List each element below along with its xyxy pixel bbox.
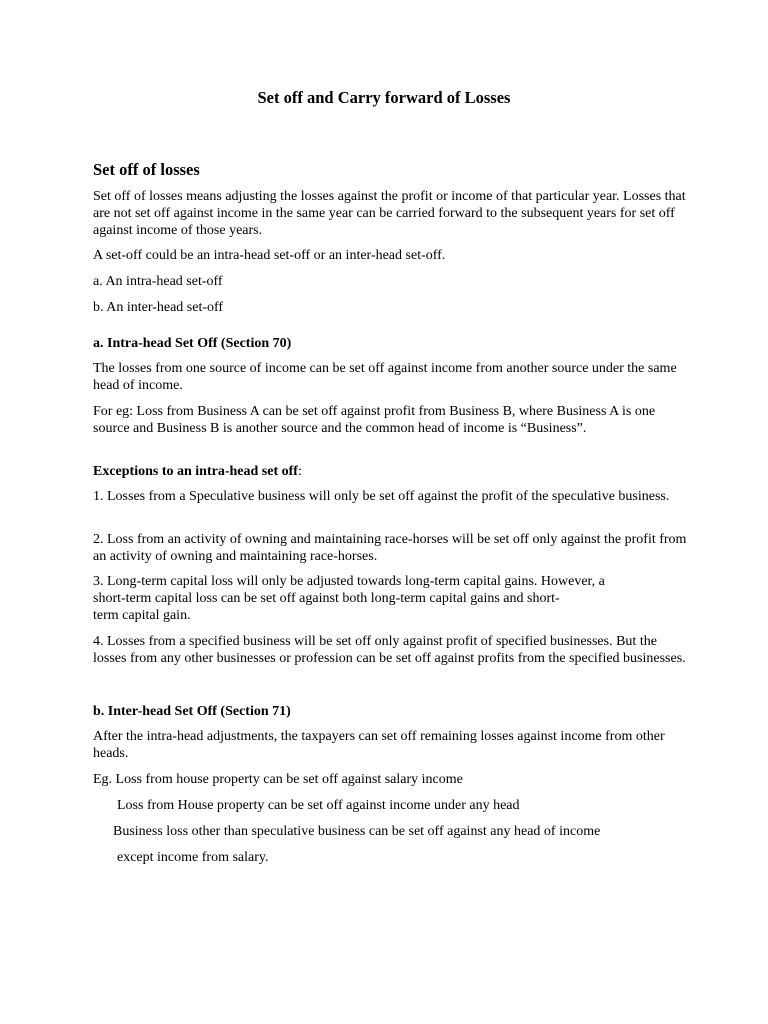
paragraph-definition: Set off of losses means adjusting the losses against the profit or income of that particular year. Losses that are not set off against income in the same year can be carried forward to the subsequent years for set off against income of those years. <box>93 189 686 238</box>
exception-capital-loss <box>93 573 693 624</box>
section-heading-inter-head: b. Inter-head Set Off (Section 71) <box>93 704 291 719</box>
inter-head-example-business-loss: Business loss other than speculative business can be set off against any head of income <box>113 824 601 839</box>
section-heading-intra-head: a. Intra-head Set Off (Section 70) <box>93 336 292 351</box>
exception-specified-business: 4. Losses from a specified business will be set off only against profit of specified businesses. But the losses from any other businesses or profession can be set off against profits from the specified businesses. <box>93 634 686 666</box>
exceptions-colon: : <box>297 464 302 479</box>
paragraph-intra-head-example: For eg: Loss from Business A can be set off against profit from Business B, where Business A is one source and Business B is another source and the common head of income is “Business”. <box>93 404 656 436</box>
exception-race-horses: 2. Loss from an activity of owning and maintaining race-horses will be set off only against the profit from an activity of owning and maintaining race-horses. <box>93 532 687 564</box>
paragraph-types: A set-off could be an intra-head set-off or an inter-head set-off. <box>93 248 446 263</box>
exception-capital-loss-line: term capital gain. <box>93 608 191 623</box>
document-title: Set off and Carry forward of Losses <box>257 88 511 107</box>
inter-head-example-except-salary: except income from salary. <box>117 850 269 865</box>
list-item-intra-head: a. An intra-head set-off <box>93 274 223 289</box>
list-item-inter-head: b. An inter-head set-off <box>93 300 224 315</box>
exception-speculative: 1. Losses from a Speculative business will only be set off against the profit of the speculative business. <box>93 489 670 504</box>
exceptions-heading <box>93 463 693 480</box>
exception-capital-loss-line: 3. Long-term capital loss will only be adjusted towards long-term capital gains. However, a <box>93 574 605 589</box>
paragraph-intra-head: The losses from one source of income can be set off against income from another source under the same head of income. <box>93 361 677 393</box>
exception-capital-loss-line: short-term capital loss can be set off against both long-term capital gains and short- <box>93 591 560 606</box>
inter-head-example-house-property: Loss from House property can be set off against income under any head <box>117 798 520 813</box>
exceptions-label: Exceptions to an intra-head set off <box>93 464 298 479</box>
paragraph-inter-head: After the intra-head adjustments, the taxpayers can set off remaining losses against income from other heads. <box>93 729 665 761</box>
inter-head-example-salary: Eg. Loss from house property can be set off against salary income <box>93 772 463 787</box>
section-heading-set-off: Set off of losses <box>93 160 200 179</box>
